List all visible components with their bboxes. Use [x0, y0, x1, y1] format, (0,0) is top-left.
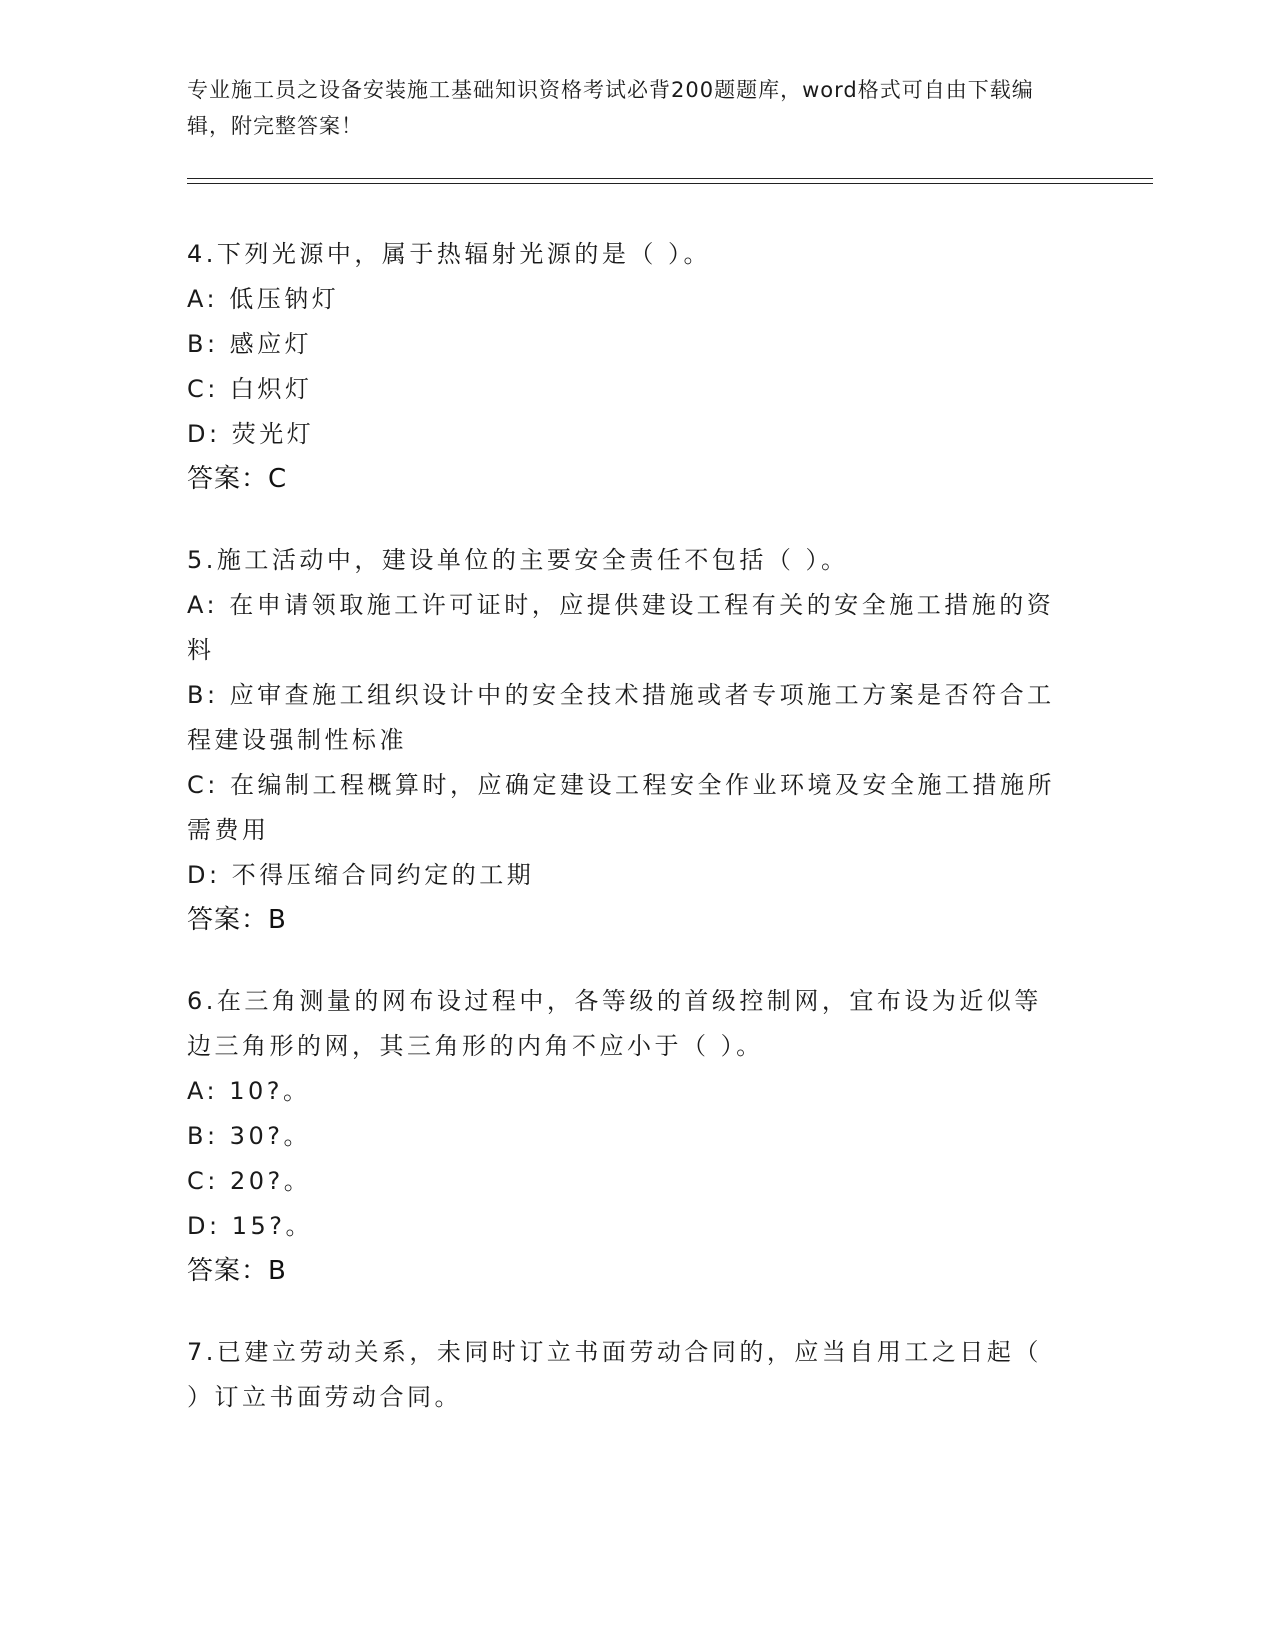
answer: 答案：B [187, 905, 287, 935]
option-c: C: 在编制工程概算时，应确定建设工程安全作业环境及安全施工措施所需费用 [187, 771, 1055, 844]
option-c: C: 20?。 [187, 1167, 312, 1195]
option-b: B: 30?。 [187, 1122, 311, 1150]
question-stem: 4.下列光源中，属于热辐射光源的是（ ）。 [187, 240, 712, 268]
answer: 答案：C [187, 464, 288, 494]
question-5 [187, 538, 1067, 943]
question-stem: 6.在三角测量的网布设过程中，各等级的首级控制网，宜布设为近似等边三角形的网，其三角形的内角不应小于（ ）。 [187, 987, 1042, 1060]
option-d: D: 不得压缩合同约定的工期 [187, 861, 535, 889]
header-divider-top [187, 178, 1153, 179]
option-a: A: 10?。 [187, 1077, 311, 1105]
option-a: A: 低压钠灯 [187, 285, 340, 313]
option-a: A: 在申请领取施工许可证时，应提供建设工程有关的安全施工措施的资料 [187, 591, 1055, 664]
option-b: B: 感应灯 [187, 330, 313, 358]
answer: 答案：B [187, 1256, 287, 1286]
question-stem: 7.已建立劳动关系，未同时订立书面劳动合同的，应当自用工之日起（ ）订立书面劳动合同。 [187, 1338, 1042, 1411]
question-7 [187, 1330, 1067, 1420]
question-stem: 5.施工活动中，建设单位的主要安全责任不包括（ ）。 [187, 546, 849, 574]
question-list [187, 232, 1067, 1456]
document-header: 专业施工员之设备安装施工基础知识资格考试必背200题题库，word格式可自由下载编辑，附完整答案！ [187, 78, 1034, 138]
question-6 [187, 979, 1067, 1294]
header-divider-bottom [187, 183, 1153, 184]
question-4 [187, 232, 1067, 502]
option-d: D: 荧光灯 [187, 420, 315, 448]
option-c: C: 白炽灯 [187, 375, 313, 403]
option-d: D: 15?。 [187, 1212, 313, 1240]
option-b: B: 应审查施工组织设计中的安全技术措施或者专项施工方案是否符合工程建设强制性标准 [187, 681, 1055, 754]
